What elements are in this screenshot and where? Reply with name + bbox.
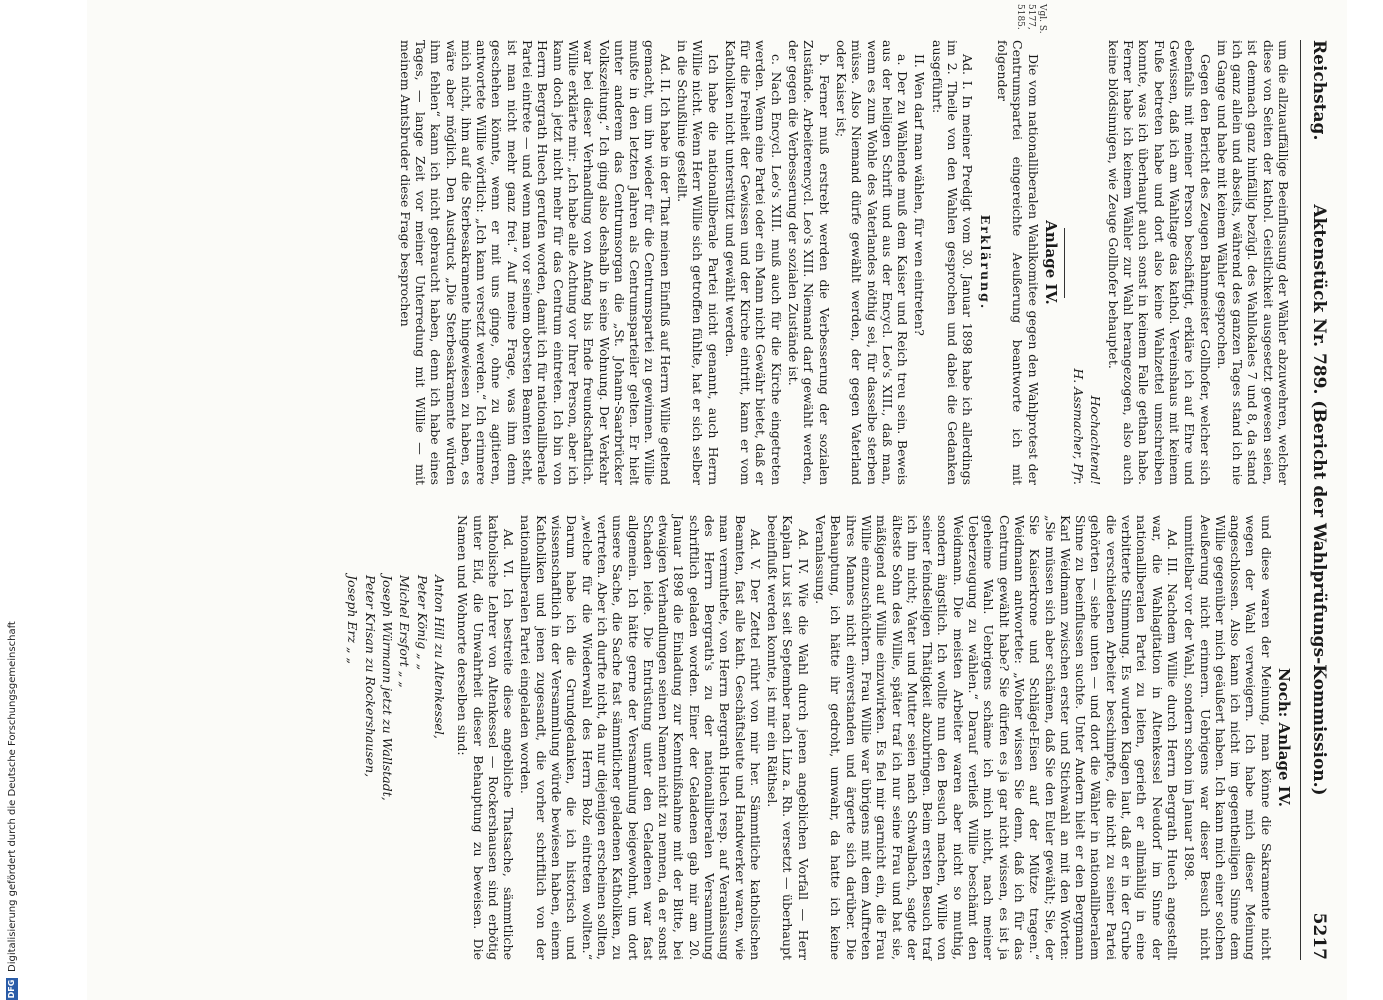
header-bericht: (Bericht der Wahlprüfungs-Kommission.) xyxy=(1309,400,1329,796)
left-paragraph-7: a. Der zu Wählende muß dem Kaiser und Reich treu sein. Beweis aus der heiligen Schrift und aus der Encycl. Leo's XIII., daß man, wenn es zum Wohle des Vaterlandes nöthig sei, für dasselbe sterben müsse. Also Niemand dürfe gewählt werden, der gegen Vaterland oder Kaiser ist; xyxy=(833,40,911,485)
left-paragraph-2: Gegen den Bericht des Zeugen Bahnmeister Gollhofer, welcher sich ebenfalls mit meiner Person beschäftigt, erkläre ich auf Ehre und Gewissen, daß ich am Wahltage das kathol. Vereinshaus mit keinem Fuße betreten habe und dort also keine Wahlzettel umschreiben konnte, was ich überhaupt auch sonst in keinem Falle gethan habe. Ferner habe ich keinem Wähler zur Wahl herangezogen, also auch keine blödsinnigen, wie Zeuge Gollhofer behauptet. xyxy=(1105,40,1213,485)
right-paragraph-4: Ad. V. Der Zettel rührt von mir her. Sämmtliche katholischen Beamten, fast alle kath. Geschäftsleute und Handwerker waren, wie man vermuthete, von Herrn Bergrath Huech resp. auf Veranlassung des Herrn Bergrath's zu der nationalliberalen Versammlung schriftlich geladen worden. Einer der Geladenen gab mir am 20. Januar 1898 die Einladung zur Kenntnißnahme mit der Bitte, bei etwaigen Verhandlungen seinen Namen nicht zu nennen, da er sonst Schaden leide. Die Entrüstung unter den Geladenen war fast allgemein. Ich hätte gerne der Versammlung beigewohnt, um dort unsere Sache, die Sache fast sämmtlicher geladenen Katholiken, zu vertreten. Aber ich durfte nicht, da nur diejenigen erscheinen sollten, „welche für die Wiederwahl des Herrn Bolz eintreten wollten.“ Darum habe ich die Grundgedanken, die ich historisch und wissenschaftlich in der Versammlung würde bewiesen haben, einem Katholiken und jenen zugesandt, die vorher schriftlich von der nationalliberalen Partei eingeladen worden. xyxy=(518,515,763,960)
right-paragraph-5: Ad. VI. Ich bestreite diese angebliche Thatsache, sämmtliche katholische Lehrer von Altenkessel — Rockershausen sind erbötig unter Eid, die Unwahrheit dieser Behauptung zu beweisen. Die Namen und Wohnorte derselben sind: xyxy=(455,515,517,960)
noch-anlage-heading: Noch: Anlage IV. xyxy=(1275,668,1293,807)
margin-note: Vgl. S. 5177, 5185. xyxy=(1015,4,1047,34)
right-paragraph-3: Ad. IV. Wie die Wahl durch jenen angeblichen Vorfall — Herr Kaplan Lux ist seit September nach Linz a. Rh. versetzt — überhaupt beeinflußt werden konnte, ist mir ein Räthsel. xyxy=(765,515,811,960)
anlage-heading: Anlage IV. xyxy=(1041,220,1060,305)
left-paragraph-1: um die allzuauffällige Beeinflussung der Wähler abzuwehren, welcher diese von Seiten der kathol. Geistlichkeit ausgesetzt gewesen seien, ist demnach ganz hinfällig bezügl. des Wahllokales 7 und 8, da stand ich ganz allein und abseits, während des ganzen Tages stand ich nie im Gange und habe mit keinem Wähler gesprochen. xyxy=(1214,40,1291,485)
erklaerung-heading: Erklärung. xyxy=(977,214,993,311)
dfg-logo: DFG xyxy=(7,979,16,999)
witness-name: Peter König „ „ xyxy=(414,575,430,671)
left-paragraph-10: Ich habe die nationalliberale Partei nicht genannt, auch Herrn Willie nicht. Wenn Herr Willie sich getroffen fühlte, hat er sich selber in die Schußlinie gestellt. xyxy=(675,40,721,485)
credit-text: Digitalisierung gefördert durch die Deutsche Forschungsgemeinschaft xyxy=(6,621,18,972)
witness-name: Michel Ersfort „ „ xyxy=(397,575,413,688)
left-paragraph-6: II. Wen darf man wählen, für wen eintreten? xyxy=(912,54,928,336)
page-header xyxy=(1301,40,1329,960)
header-reichstag: Reichstag. xyxy=(1309,40,1329,141)
witness-name: Joseph Erz „ „ xyxy=(345,575,361,664)
witness-name: Joseph Würmann jetzt zu Wallstadt, xyxy=(380,575,396,801)
left-column xyxy=(107,40,1291,485)
header-rule xyxy=(1300,40,1301,960)
left-paragraph-11: Ad. II. Ich habe in der That meinen Einfluß auf Herrn Willie geltend gemacht, um ihn wieder für die Centrumspartei zu gewinnen. Willie mußte in den letzten Jahren als Centrumsparteiler gelten. Er hielt unter anderem das Centrumsorgan die „St. Johann-Saarbrücker Volkszeitung.“ Ich ging also deshalb in seine Wohnung. Der Verkehr war bei dieser Verhandlung von Anfang bis Ende freundschaftlich. Willie erklärte mir: „Ich habe alle Achtung vor Ihrer Person, aber ich kann doch jetzt nicht mehr für das Centrum eintreten. Ich bin von Herrn Bergrath Huech gerufen worden, damit ich für nationalliberale Partei eintrete — und wenn man vor seinem obersten Beamten steht, ist man nicht mehr ganz frei.“ Auf meine Frage, was ihm denn geschehen könnte, wenn er mit uns ginge, ohne zu agitieren, antwortete Willie wörtlich: „Ich kann versetzt werden.“ Ich erinnere mich nicht, ihm auf die Sterbesakramente hingewiesen zu haben, es wäre aber möglich. Den Ausdruck „Die Sterbesakramente würden ihm fehlen“ kann ich nicht gebraucht haben, denn ich habe eines Tages, — lange Zeit vor meiner Unterredung mit Willie — mit meinem Amtsbruder diese Frage besprochen xyxy=(397,40,673,485)
section-divider xyxy=(1064,228,1065,298)
left-paragraph-5: Ad. I. In meiner Predigt vom 30. Januar 1898 habe ich allerdings im 2. Theile von den Wahlen gesprochen und dabei die Gedanken ausgeführt: xyxy=(929,40,976,485)
scanned-page xyxy=(87,0,1347,1000)
left-paragraph-8: b. Ferner muß erstrebt werden die Verbesserung der sozialen Zustände. Arbeiterencycl. Leo's XIII. Niemand darf gewählt werden, der gegen die Verbesserung der sozialen Zustände ist. xyxy=(786,40,832,485)
left-paragraph-4: Die vom nationalliberalen Wahlkomitee gegen den Wahlprotest der Centrumspartei eingereichte Aeußerung beantworte ich mit folgender xyxy=(994,40,1041,485)
witness-name: Anton Hill zu Altenkessel, xyxy=(431,575,447,739)
closing: Hochachtend! xyxy=(1088,395,1104,485)
right-paragraph-2: Ad. III. Nachdem Willie durch Herrn Bergrath Huech angestellt war, die Wahlagitation in Altenkessel Neudorf im Sinne der nationalliberalen Partei zu leiten, gerieth er allmählig in eine verbitterte Stimmung. Es wurden Klagen laut, daß er in der Grube die verschiedenen Arbeiter beschimpfte, die nicht zu seiner Partei gehörten — siehe unten — und dort die Wähler in nationalliberalem Sinne zu beeinflussen suchte. Unter Andern hielt er den Bergmann Karl Weidmann zwischen erster und Stichwahl an mit den Worten: „Sie müssen sich aber schämen, daß Sie den Euler gewählt; Sie, der Sie Kaiserkrone und Schlägel-Eisen auf der Mütze tragen.“ Weidmann antwortete: „Woher wissen Sie denn, daß ich für das Centrum gewählt habe? Sie dürfen es ja gar nicht wissen, es ist ja geheime Wahl. Uebrigens schäme ich mich nicht, nach meiner Ueberzeugung zu wählen.“ Darauf verließ Willie beschämt den Weidmann. Die meisten Arbeiter waren aber nicht so muthig, sondern ängstlich. Ich wollte nun den Besuch machen, Willie von seiner feindseligen Thätigkeit abzubringen. Beim ersten Besuch traf ich ihn nicht; Vater und Mutter seien nach Schwalbach, sagte der älteste Sohn des Willie, später traf ich nur seine Frau und bat sie, mäßigend auf Willie einzuwirken. Es fiel mir garnicht ein, die Frau Willie einzuschüchtern. Frau Willie war übrigens mit dem Auftreten ihres Mannes nicht einverstanden und ärgerte sich darüber. Die Behauptung, ich hätte ihr gedroht, umwahr, da hatte ich keine Veranlassung. xyxy=(813,515,1180,960)
header-title xyxy=(1309,40,1329,960)
witness-names xyxy=(345,575,447,960)
header-aktenstueck: Aktenstück Nr. 789. xyxy=(1309,204,1329,395)
right-paragraph-1: und diese waren der Meinung, man könne die Sakramente nicht wegen der Wahl verweigern. Ich habe mich dieser Meinung angeschlossen. Also kann ich nicht im gegentheiligen Sinne dem Willie gegenüber mich geäußert haben. Ich kann mich einer solchen Aeußerung nicht erinnern. Uebrigens war dieser Besuch nicht unmittelbar vor der Wahl, sondern schon im Januar 1898. xyxy=(1182,515,1274,960)
page-number: 5217 xyxy=(1309,912,1329,960)
witness-name: Peter Krisan zu Rockershausen, xyxy=(362,575,378,778)
digitization-credit xyxy=(2,0,22,1000)
right-column xyxy=(107,515,1291,960)
left-paragraph-9: c. Nach Encycl. Leo's XIII. muß auch für die Kirche eingetreten werden. Wenn eine Partei oder ein Mann nicht Gewähr bietet, daß er für die Freiheit der Gewissen und der Kirche eintritt, kann er vom Katholiken nicht unterstützt und gewählt werden. xyxy=(722,40,784,485)
signature: H. Assmacher, Pfr. xyxy=(1071,368,1087,485)
